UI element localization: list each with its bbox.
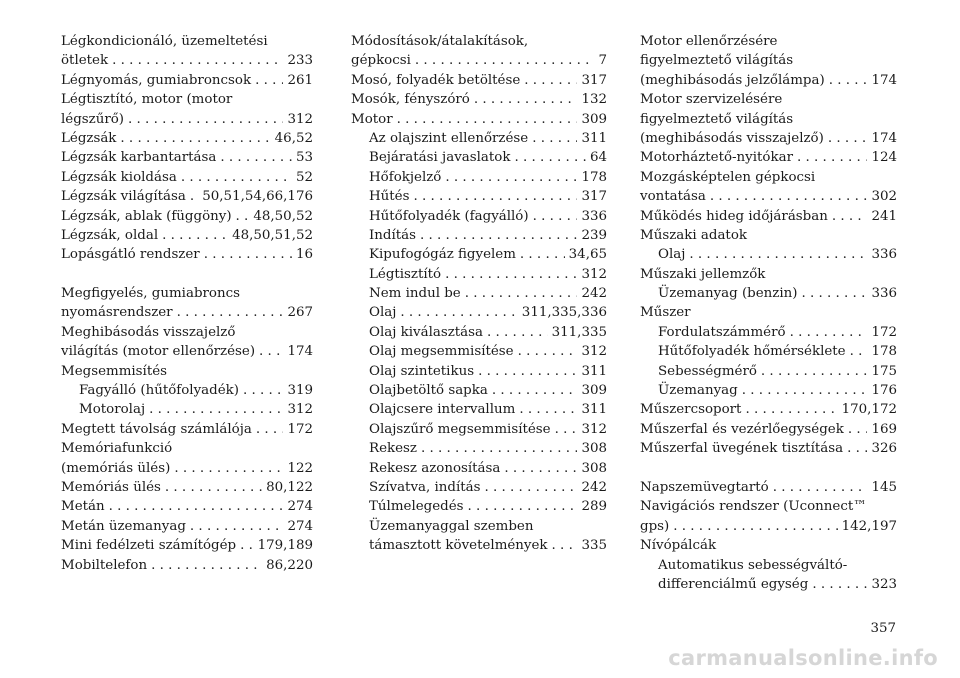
index-entry [640,284,897,303]
dot-leader [468,497,578,516]
index-entry-text: Mosók, fényszóró [351,92,470,108]
dot-leader [832,207,868,226]
index-entry-text: Motor szervizelésére [640,92,783,108]
index-entry-text: Légzsák, oldal [61,227,159,243]
index-entry-text: ötletek [61,53,109,69]
dot-leader [415,51,595,70]
index-entry-page: 179,189 [257,538,313,554]
index-entry [351,362,607,381]
index-entry-text: támasztott követelmények [369,538,548,554]
index-entry-text: Memóriafunkció [61,441,173,457]
index-entry [351,265,607,284]
index-entry [640,420,897,439]
dot-leader [519,400,577,419]
dot-leader [478,362,577,381]
index-entry-text: Mini fedélzeti számítógép [61,538,237,554]
index-entry-text: világítás (motor ellenőrzése) [61,344,256,360]
dot-leader [190,517,284,536]
index-entry [640,497,897,516]
index-entry [640,536,897,555]
index-entry [640,187,897,206]
index-entry-page: 267 [287,305,313,321]
dot-leader [847,439,867,458]
index-entry-page: 311 [581,402,607,418]
index-entry [61,362,313,381]
dot-leader [850,342,868,361]
index-entry-text: figyelmeztető világítás [640,111,794,127]
index-entry [640,245,897,264]
index-entry-text: Műszercsoport [640,402,742,418]
index-entry-text: Légzsák karbantartása [61,150,217,166]
index-entry-text: figyelmeztető világítás [640,53,794,69]
dot-leader [773,478,868,497]
index-entry [640,303,897,322]
section-gap [61,265,313,284]
index-entry [61,478,313,497]
watermark-logo: carmanualsonline.info [668,646,938,670]
index-entry [351,400,607,419]
index-column-1 [61,32,313,575]
index-entry-text: Motorolaj [79,402,146,418]
dot-leader [243,381,283,400]
index-entry-text: Rekesz azonosítása [369,460,501,476]
dot-leader [120,129,270,148]
dot-leader [445,265,577,284]
index-entry [640,400,897,419]
index-entry-text: gépkocsi [351,53,411,69]
index-entry [351,148,607,167]
dot-leader [514,148,586,167]
index-entry [351,90,607,109]
index-entry [640,478,897,497]
dot-leader [761,362,868,381]
index-entry [61,148,313,167]
index-entry [640,575,897,594]
index-entry-page: 302 [871,189,897,205]
dot-leader [555,420,578,439]
index-entry [640,517,897,536]
dot-leader [397,110,578,129]
dot-leader [236,207,250,226]
index-entry-page: 311,335,336 [521,305,607,321]
index-entry-page: 312 [287,402,313,418]
index-entry-page: 335 [581,538,607,554]
index-entry-text: Olajcsere intervallum [369,402,516,418]
index-entry-text: Hőfokjelző [369,169,442,185]
index-entry-page: 122 [287,460,313,476]
index-entry [61,71,313,90]
index-entry-page: 261 [287,72,313,88]
index-entry [640,110,897,129]
dot-leader [797,148,867,167]
index-entry-page: 309 [581,111,607,127]
index-entry-text: Olajbetöltő sapka [369,383,488,399]
index-entry-text: (meghibásodás visszajelző) [640,130,824,146]
dot-leader [162,226,228,245]
dot-leader [174,459,283,478]
dot-leader [673,517,837,536]
dot-leader [400,303,517,322]
index-entry-page: 175 [871,363,897,379]
index-entry [351,284,607,303]
index-entry-text: Nívópálcák [640,538,717,554]
dot-leader [421,439,577,458]
index-entry-page: 178 [871,344,897,360]
index-entry [61,439,313,458]
index-entry-text: Fordulatszámmérő [658,324,786,340]
index-entry-text: Motorháztető-nyitókar [640,150,793,166]
index-entry [61,400,313,419]
index-entry-page: 52 [295,169,313,185]
index-entry [640,342,897,361]
index-entry-page: 174 [287,344,313,360]
dot-leader [828,129,868,148]
index-entry [351,71,607,90]
index-entry-text: Üzemanyag [658,383,738,399]
index-entry [640,32,897,51]
index-entry [61,342,313,361]
index-entry-text: differenciálmű egység [658,576,809,592]
index-entry-text: Mobiltelefon [61,557,148,573]
dot-leader [177,303,284,322]
dot-leader [487,323,548,342]
dot-leader [829,71,868,90]
index-entry-text: Nem indul be [369,286,461,302]
index-entry-page: 312 [581,344,607,360]
index-entry-page: 311 [581,363,607,379]
index-entry-page: 336 [871,247,897,263]
index-entry [640,168,897,187]
index-entry [61,303,313,322]
dot-leader [149,400,283,419]
index-entry-page: 308 [581,441,607,457]
index-entry-text: Az olajszint ellenőrzése [369,130,529,146]
index-entry [61,51,313,70]
index-entry-page: 172 [287,421,313,437]
dot-leader [190,187,198,206]
index-entry-page: 16 [295,247,313,263]
index-entry [351,245,607,264]
index-entry-page: 336 [581,208,607,224]
index-entry-text: Légkondicionáló, üzemeltetési [61,34,268,49]
index-entry-text: Olaj szintetikus [369,363,475,379]
index-entry [61,129,313,148]
dot-leader [801,284,867,303]
dot-leader [532,129,577,148]
index-entry-page: 124 [871,150,897,166]
index-entry [351,168,607,187]
index-entry-page: 142,197 [841,518,897,534]
index-entry [351,420,607,439]
dot-leader [181,168,292,187]
dot-leader [240,536,254,555]
index-entry-text: Metán [61,499,105,515]
dot-leader [256,420,284,439]
index-entry-text: Légzsák, ablak (függöny) [61,208,232,224]
index-entry-page: 323 [871,576,897,592]
index-entry [640,148,897,167]
dot-leader [255,71,283,90]
index-entry-text: Hűtőfolyadék (fagyálló) [369,208,529,224]
index-entry-page: 239 [581,227,607,243]
index-entry [351,32,607,51]
index-entry-text: Hűtés [369,189,410,205]
index-entry-text: Meghibásodás visszajelző [61,324,236,340]
index-entry-text: Műszerfal és vezérlőegységek [640,421,844,437]
index-entry-text: Légtisztító, motor (motor [61,92,233,108]
index-column-2 [351,32,607,556]
index-entry-text: Műszaki jellemzők [640,266,766,282]
index-entry-text: Légzsák kioldása [61,169,177,185]
index-entry [640,51,897,70]
index-entry [61,420,313,439]
index-entry-page: 86,220 [266,557,313,573]
index-entry-text: Túlmelegedés [369,499,464,515]
index-entry-page: 311 [581,130,607,146]
index-entry-page: 64 [589,150,607,166]
index-entry [351,323,607,342]
dot-leader [465,284,578,303]
index-entry-text: Indítás [369,227,417,243]
index-entry-text: vontatása [640,189,706,205]
page-number: 357 [870,621,896,636]
index-entry-page: 46,52 [274,130,313,146]
index-entry [640,265,897,284]
index-entry-page: 241 [871,208,897,224]
index-entry-text: Napszemüvegtartó [640,479,769,495]
dot-leader [259,342,283,361]
index-entry [351,459,607,478]
index-entry-text: (meghibásodás jelzőlámpa) [640,72,825,88]
index-entry-page: 174 [871,130,897,146]
index-entry-page: 80,122 [266,479,313,495]
index-entry-page: 319 [287,383,313,399]
dot-leader [112,51,283,70]
dot-leader [689,245,867,264]
index-entry [61,284,313,303]
index-entry [640,226,897,245]
index-entry [61,110,313,129]
index-entry [351,207,607,226]
index-entry-page: 311,335 [551,324,607,340]
index-entry-page: 176 [871,383,897,399]
index-entry-page: 48,50,52 [253,208,313,224]
index-entry [351,51,607,70]
index-entry-text: Metán üzemanyag [61,518,186,534]
index-entry [640,362,897,381]
index-entry-page: 317 [581,189,607,205]
index-entry-page: 336 [871,286,897,302]
index-entry [61,187,313,206]
index-entry-page: 132 [581,92,607,108]
index-entry-page: 289 [581,499,607,515]
index-entry-text: Kipufogógáz figyelem [369,247,516,263]
index-entry-text: Megfigyelés, gumiabroncs [61,286,240,302]
index-entry-text: Működés hideg időjárásban [640,208,828,224]
dot-leader [745,400,837,419]
dot-leader [533,207,578,226]
index-entry-text: Navigációs rendszer (Uconnect™ [640,499,867,515]
index-entry-page: 312 [581,421,607,437]
dot-leader [420,226,577,245]
index-column-3 [640,32,897,594]
index-entry-text: Mosó, folyadék betöltése [351,72,521,88]
index-entry-page: 53 [295,150,313,166]
index-entry-text: Légtisztító [369,266,442,282]
index-entry [61,459,313,478]
dot-leader [151,556,262,575]
index-entry-page: 169 [871,421,897,437]
index-entry-page: 242 [581,479,607,495]
index-entry-text: Módosítások/átalakítások, [351,34,529,49]
section-gap [640,459,897,478]
index-entry-page: 326 [871,441,897,457]
index-entry-text: Megsemmisítés [61,363,168,379]
index-entry-page: 170,172 [841,402,897,418]
dot-leader [109,497,284,516]
index-entry [351,536,607,555]
dot-leader [204,245,292,264]
dot-leader [474,90,578,109]
index-entry-text: légszűrő) [61,111,125,127]
index-entry [640,381,897,400]
index-entry-page: 312 [581,266,607,282]
dot-leader [128,110,283,129]
index-entry [351,478,607,497]
index-entry-text: Üzemanyaggal szemben [369,518,534,534]
index-entry [61,245,313,264]
index-entry-text: Bejáratási javaslatok [369,150,511,166]
dot-leader [742,381,868,400]
dot-leader [220,148,292,167]
dot-leader [485,478,578,497]
index-entry-text: Rekesz [369,441,417,457]
index-entry-page: 317 [581,72,607,88]
index-entry-text: Motor ellenőrzésére [640,34,778,49]
index-entry-page: 34,65 [568,247,607,263]
index-entry-text: Olaj [658,247,686,263]
dot-leader [524,71,577,90]
index-entry-page: 178 [581,169,607,185]
index-entry-text: Műszerfal üvegének tisztítása [640,441,844,457]
index-entry-text: Üzemanyag (benzin) [658,286,798,302]
index-entry-page: 48,50,51,52 [232,227,313,243]
index-entry-page: 50,51,54,66,176 [202,189,313,205]
dot-leader [413,187,577,206]
index-entry-text: Fagyálló (hűtőfolyadék) [79,383,239,399]
index-entry-page: 172 [871,324,897,340]
index-entry-text: Hűtőfolyadék hőmérséklete [658,344,846,360]
dot-leader [790,323,868,342]
index-entry [351,187,607,206]
index-entry-text: Automatikus sebességváltó- [658,557,848,573]
index-entry [351,226,607,245]
index-entry [351,381,607,400]
index-entry [61,323,313,342]
index-entry [61,556,313,575]
dot-leader [812,575,867,594]
index-entry [61,168,313,187]
index-entry-page: 174 [871,72,897,88]
index-entry [640,556,897,575]
index-entry-text: Mozgásképtelen gépkocsi [640,169,816,185]
index-entry [640,207,897,226]
dot-leader [445,168,577,187]
index-entry-text: Légzsák [61,130,117,146]
dot-leader [710,187,868,206]
index-entry-text: Megtett távolság számlálója [61,421,252,437]
dot-leader [504,459,577,478]
index-entry [351,129,607,148]
index-entry [640,129,897,148]
dot-leader [552,536,578,555]
index-entry-text: Sebességmérő [658,363,757,379]
index-entry [61,32,313,51]
index-entry [61,536,313,555]
index-entry [61,497,313,516]
index-entry [61,517,313,536]
index-entry-text: Légzsák világítása [61,189,186,205]
index-entry-text: Motor [351,111,393,127]
dot-leader [848,420,868,439]
index-entry-page: 274 [287,518,313,534]
index-entry [351,342,607,361]
index-entry-page: 274 [287,499,313,515]
index-entry-page: 308 [581,460,607,476]
index-entry [61,381,313,400]
index-entry [61,90,313,109]
index-entry-page: 233 [287,53,313,69]
index-entry-text: Olaj kiválasztása [369,324,484,340]
index-entry-page: 242 [581,286,607,302]
index-entry [640,323,897,342]
index-entry-text: gps) [640,518,670,534]
index-entry-text: nyomásrendszer [61,305,173,321]
dot-leader [492,381,578,400]
index-entry [640,71,897,90]
index-entry-page: 312 [287,111,313,127]
index-entry [61,226,313,245]
index-entry [640,439,897,458]
index-entry [351,497,607,516]
index-entry [351,110,607,129]
index-entry-text: Lopásgátló rendszer [61,247,200,263]
index-entry-page: 145 [871,479,897,495]
index-entry-text: (memóriás ülés) [61,460,171,476]
dot-leader [520,245,565,264]
index-entry-text: Memóriás ülés [61,479,161,495]
index-entry-page: 7 [598,53,607,69]
index-entry-text: Olaj megsemmisítése [369,344,514,360]
index-entry [351,439,607,458]
index-entry [61,207,313,226]
index-entry-text: Légnyomás, gumiabroncsok [61,72,252,88]
index-entry [351,303,607,322]
index-entry-page: 309 [581,383,607,399]
index-entry-text: Műszaki adatok [640,227,747,243]
index-entry [351,517,607,536]
index-entry-text: Szívatva, indítás [369,479,481,495]
index-entry [640,90,897,109]
index-entry-text: Olajszűrő megsemmisítése [369,421,551,437]
index-entry-text: Olaj [369,305,397,321]
dot-leader [518,342,578,361]
dot-leader [165,478,262,497]
index-entry-text: Műszer [640,305,691,321]
